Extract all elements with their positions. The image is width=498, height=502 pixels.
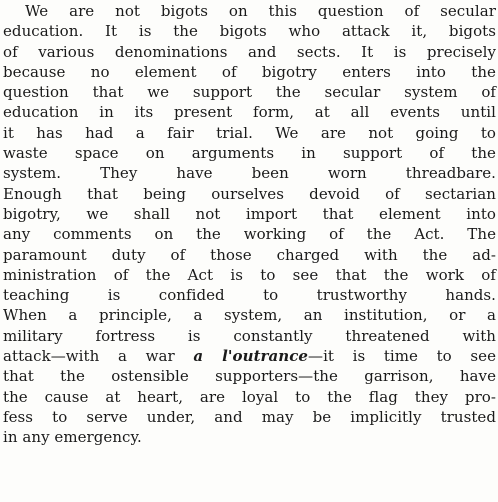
article-line: We are not bigots on this question of secular [25,2,496,20]
article-line: military fortress is constantly threatened with [3,326,496,345]
article-line: paramount duty of those charged with the ad- [3,245,496,264]
article-line: it has had a fair trial. We are not going to [3,123,496,142]
article-line: When a principle, a system, an institution, or a [3,306,496,325]
article-line: of various denominations and sects. It is precisely [3,42,496,61]
article-line: question that we support the secular system of [3,83,496,102]
article-line: in any emergency. [3,428,142,447]
article-line: system. They have been worn threadbare. [3,164,496,183]
article-line: Enough that being ourselves devoid of sectarian [3,184,496,203]
article-line-with-italic [3,346,496,366]
article-line-head: attack—with a war [3,347,194,366]
article-line: teaching is confided to trustworthy hands. [3,286,496,305]
italic-phrase: a l'outrance [193,347,309,366]
article-line: the cause at heart, are loyal to the flag they pro- [3,387,496,406]
article-line: fess to serve under, and may be implicitly trusted [3,407,496,426]
article-line: education. It is the bigots who attack it, bigots [3,22,496,41]
article-line: bigotry, we shall not import that element into [3,204,496,223]
article-line: waste space on arguments in support of the [3,144,496,163]
article-line-tail: —it is time to see [308,347,497,366]
article-column [3,0,496,448]
article-line: that the ostensible supporters—the garrison, have [3,367,496,386]
article-line: any comments on the working of the Act. The [3,225,496,244]
article-line: ministration of the Act is to see that the work of [3,265,496,284]
article-line: education in its present form, at all events until [3,103,496,122]
article-line: because no element of bigotry enters into the [3,62,496,81]
